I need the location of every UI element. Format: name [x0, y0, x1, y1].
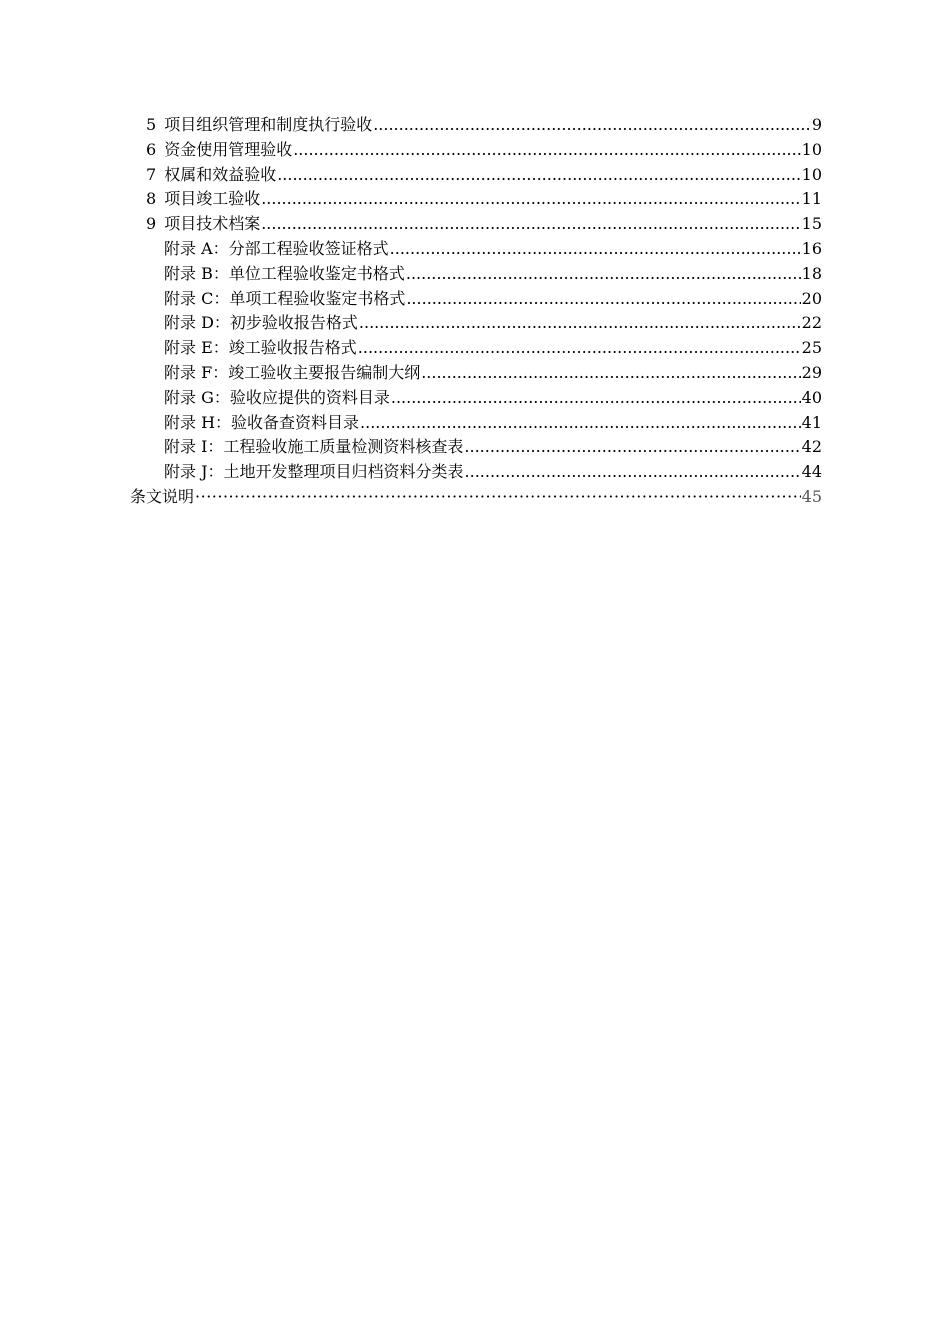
- dot-leader: [293, 138, 800, 163]
- toc-entry-section-7[interactable]: [130, 163, 822, 188]
- toc-entry-appendix-a[interactable]: [130, 237, 822, 262]
- toc-entry-page: 44: [801, 462, 822, 482]
- toc-entry-title: 附录 D：初步验收报告格式: [164, 313, 358, 333]
- toc-entry-title: 条文说明: [130, 486, 195, 506]
- toc-entry-number: 6: [146, 139, 157, 159]
- toc-entry-page: 18: [801, 263, 822, 283]
- toc-entry-page: 25: [801, 338, 822, 358]
- toc-entry-appendix-b[interactable]: [130, 262, 822, 287]
- toc-entry-page: 9: [811, 115, 822, 134]
- toc-entry-number: 8: [146, 189, 157, 209]
- toc-entry-page: 10: [801, 139, 822, 159]
- toc-entry-appendix-f[interactable]: [130, 361, 822, 386]
- toc-entry-appendix-h[interactable]: [130, 411, 822, 436]
- toc-entry-page: 40: [801, 387, 822, 407]
- toc-entry-page: 16: [801, 238, 822, 258]
- toc-entry-title: 项目竣工验收: [164, 189, 261, 209]
- toc-entry-page: 29: [801, 362, 822, 382]
- dot-leader: [464, 435, 800, 460]
- dot-leader: [358, 336, 801, 361]
- toc-entry-title: 项目技术档案: [164, 214, 261, 234]
- dot-leader: [359, 311, 801, 336]
- toc-entry-title: 项目组织管理和制度执行验收: [164, 115, 373, 134]
- toc-entry-appendix-j[interactable]: [130, 460, 822, 485]
- dot-leader: [421, 361, 800, 386]
- toc-entry-appendix-e[interactable]: [130, 336, 822, 361]
- toc-entry-page: 11: [801, 189, 822, 209]
- toc-entry-appendix-i[interactable]: [130, 435, 822, 460]
- toc-entry-title: 附录 E：竣工验收报告格式: [164, 338, 357, 358]
- dot-leader: [373, 113, 811, 138]
- dot-leader: [390, 237, 801, 262]
- toc-entry-title: 权属和效益验收: [164, 164, 277, 184]
- table-of-contents: [130, 113, 822, 510]
- toc-entry-title: 附录 A：分部工程验收签证格式: [164, 238, 389, 258]
- dot-leader: [195, 485, 801, 510]
- toc-entry-page: 10: [801, 164, 822, 184]
- toc-entry-page: 45: [801, 486, 822, 506]
- dot-leader: [465, 460, 801, 485]
- toc-entry-appendix-c[interactable]: [130, 287, 822, 312]
- toc-entry-title: 附录 J：土地开发整理项目归档资料分类表: [164, 462, 464, 482]
- toc-entry-page: 41: [801, 412, 822, 432]
- toc-entry-title: 附录 I：工程验收施工质量检测资料核查表: [164, 437, 464, 457]
- toc-entry-title: 附录 F：竣工验收主要报告编制大纲: [164, 362, 421, 382]
- toc-entry-page: 15: [801, 214, 822, 234]
- toc-entry-appendix-g[interactable]: [130, 386, 822, 411]
- toc-entry-title: 资金使用管理验收: [164, 139, 293, 159]
- toc-entry-title: 附录 H：验收备查资料目录: [164, 412, 360, 432]
- toc-entry-commentary[interactable]: [130, 485, 822, 510]
- toc-entry-number: 5: [146, 115, 157, 134]
- toc-entry-section-8[interactable]: [130, 187, 822, 212]
- dot-leader: [391, 386, 801, 411]
- toc-entry-section-9[interactable]: [130, 212, 822, 237]
- dot-leader: [261, 212, 800, 237]
- dot-leader: [406, 287, 800, 312]
- toc-entry-number: 7: [146, 164, 157, 184]
- toc-entry-page: 42: [801, 437, 822, 457]
- toc-entry-title: 附录 G：验收应提供的资料目录: [164, 387, 390, 407]
- toc-entry-section-6[interactable]: [130, 138, 822, 163]
- toc-entry-page: 20: [801, 288, 822, 308]
- toc-entry-title: 附录 B：单位工程验收鉴定书格式: [164, 263, 405, 283]
- dot-leader: [360, 411, 801, 436]
- toc-entry-appendix-d[interactable]: [130, 311, 822, 336]
- dot-leader: [406, 262, 801, 287]
- dot-leader: [277, 163, 800, 188]
- dot-leader: [261, 187, 800, 212]
- toc-entry-section-5[interactable]: [130, 113, 822, 138]
- toc-entry-page: 22: [801, 313, 822, 333]
- toc-entry-title: 附录 C：单项工程验收鉴定书格式: [164, 288, 406, 308]
- toc-entry-number: 9: [146, 214, 157, 234]
